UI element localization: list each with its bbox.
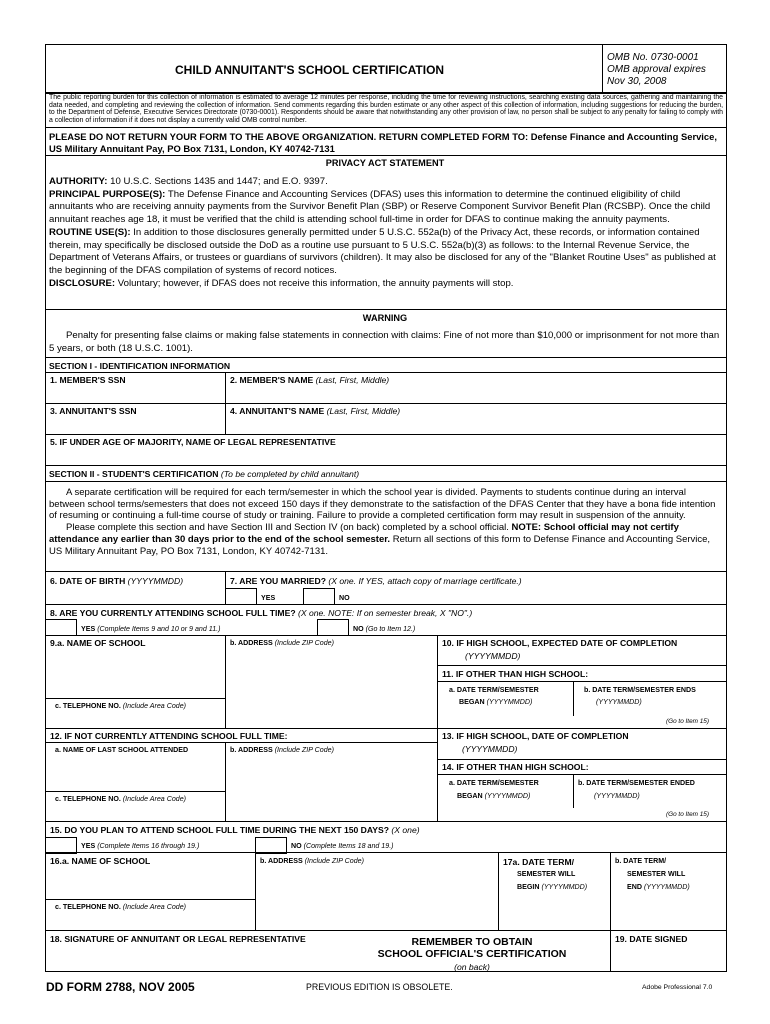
married-yes-checkbox[interactable] [225,588,257,605]
term-will-begin-field[interactable] [499,895,609,929]
annuitant-ssn-label: 3. ANNUITANT'S SSN [50,406,137,416]
future-school-phone-label: c. TELEPHONE NO. (Include Area Code) [55,903,187,911]
privacy-body: AUTHORITY: 10 U.S.C. Sections 1435 and 1447; and E.O. 9397. PRINCIPAL PURPOSE(S): The Defense Finance and Accounting Services (DFAS) uses this information to determine the continued eligibility of child annuitants who are receiving annuity payments from the Survivor Benefit Plan (SBP) or Reserve Component Survivor Benefit Plan (RCSBP). Once the child annuitant reaches age 18, it must be verified that the child is attending school full-time in order for DFAS to continue making the annuity payments. ROUTINE USE(S): In addition to those disclosures generally permitted under 5 U.S.C. 552a(b) of the Privacy Act, these records, or information contained therein, may specifically be disclosed outside the DoD as a routine use pursuant to 5 U.S.C. 552a(b)(3) as follows: to the Internal Revenue Service, the Department of Veterans Affairs, or trustees or guardians of survivors (children). It may also be disclosed for any of the "Blanket Routine Uses" as published at the beginning of the DFAS compilation of systems of record notices. DISCLOSURE: Voluntary; however, if DFAS does not receive this information, the annuity payments will stop. [49,176,716,289]
married-no-label: NO [339,594,350,602]
term-ends-field[interactable] [574,707,726,716]
hs-completion-format: (YYYYMMDD) [465,651,521,661]
member-ssn-field[interactable] [46,386,224,402]
dob-field[interactable] [46,588,224,604]
hs-completion-label: 10. IF HIGH SCHOOL, EXPECTED DATE OF COMPLETION [442,638,678,648]
annuitant-name-field[interactable] [226,417,726,433]
married-label: 7. ARE YOU MARRIED? (X one. If YES, attach copy of marriage certificate.) [230,576,522,586]
signature-label: 18. SIGNATURE OF ANNUITANT OR LEGAL REPRESENTATIVE [50,934,306,944]
privacy-heading: PRIVACY ACT STATEMENT [325,158,445,168]
term-ends-label: b. DATE TERM/SEMESTER ENDS [584,686,696,694]
section2-instructions: A separate certification will be required for each term/semester in which the school year is divided. Payments to students continue during an interval between school terms/semesters that does not exceed 150 days if they demonstrate to the satisfaction of the DFAS Center that they have a bona fide intention of resuming or continuing a full-time course of study or training. Failure to provide a completed certification form may result in suspension of the annuity. Please complete this section and have Section III and Section IV (on back) completed by a school official. NOTE: School official may not certify attendance any earlier than 30 days prior to the end of the school semester. Return all sections of this form to Defense Finance and Accounting Service, US Military Annuitant Pay, PO Box 7131, London, KY 40742-7131. [49,487,716,557]
last-school-field[interactable] [46,756,224,790]
past-term-began-field[interactable] [438,801,572,808]
attending-no-label: NO (Go to Item 12.) [353,625,416,633]
annuitant-ssn-field[interactable] [46,417,224,433]
future-school-address-field[interactable] [256,867,497,929]
software-note: Adobe Professional 7.0 [642,984,713,991]
past-term-began-label: a. DATE TERM/SEMESTER [449,779,539,787]
section2-heading: SECTION II - STUDENT'S CERTIFICATION (To be completed by child annuitant) [49,469,360,479]
last-school-phone-label: c. TELEPHONE NO. (Include Area Code) [55,795,187,803]
member-name-field[interactable] [226,386,726,402]
term-ends-format: (YYYYMMDD) [596,698,642,706]
last-school-phone-field[interactable] [46,805,224,820]
past-term-ended-format: (YYYYMMDD) [594,792,640,800]
member-ssn-label: 1. MEMBER'S SSN [50,375,126,385]
married-no-checkbox[interactable] [303,588,335,605]
warning-heading: WARNING [362,313,408,323]
future-school-address-label: b. ADDRESS (Include ZIP Code) [260,857,364,865]
last-school-address-field[interactable] [226,756,436,820]
attending-yes-checkbox[interactable] [45,619,77,636]
term-will-begin-line2: SEMESTER WILL [517,870,576,878]
future-school-field[interactable] [46,867,254,899]
hs-completed-label: 13. IF HIGH SCHOOL, DATE OF COMPLETION [442,731,629,741]
go-item15-b: (Go to Item 15) [666,811,709,818]
date-signed-field[interactable] [611,945,726,971]
attending-no-checkbox[interactable] [317,619,349,636]
school-name-label: 9.a. NAME OF SCHOOL [50,638,146,648]
return-notice: PLEASE DO NOT RETURN YOUR FORM TO THE ABOVE ORGANIZATION. RETURN COMPLETED FORM TO: Defense Finance and Accounting Service, US Military Annuitant Pay, PO Box 7131, London, KY 40742-7131 [49,131,717,154]
remember-line2: SCHOOL OFFICIAL'S CERTIFICATION [377,948,567,960]
school-address-field[interactable] [226,649,436,727]
not-attending-label: 12. IF NOT CURRENTLY ATTENDING SCHOOL FULL TIME: [50,731,288,741]
burden-statement: The public reporting burden for this collection of information is estimated to average 12 minutes per response, including the time for reviewing instructions, searching existing data sources, gathering and maintaining the data needed, and completing and reviewing the collection of information. Send comments regarding this burden estimate or any other aspect of this collection of information, including suggestions for reducing the burden, to the Department of Defense, Executive Services Directorate (0730-0001). Respondents should be aware that notwithstanding any other provision of law, no person shall be subject to any penalty for failing to comply with a collection of information if it does not display a currently valid OMB control number. [49,94,723,124]
other-school-label: 11. IF OTHER THAN HIGH SCHOOL: [442,669,589,679]
legal-rep-label: 5. IF UNDER AGE OF MAJORITY, NAME OF LEGAL REPRESENTATIVE [50,437,336,447]
form-title: CHILD ANNUITANT'S SCHOOL CERTIFICATION [175,63,445,77]
school-address-label: b. ADDRESS (Include ZIP Code) [230,639,334,647]
term-will-begin-label: 17a. DATE TERM/ [503,857,574,867]
term-began-format: BEGAN (YYYYMMDD) [459,698,533,706]
annuitant-name-label: 4. ANNUITANT'S NAME (Last, First, Middle) [230,406,401,416]
form-id: DD FORM 2788, NOV 2005 [46,980,195,994]
plan-no-label: NO (Complete Items 18 and 19.) [291,842,394,850]
obsolete-notice: PREVIOUS EDITION IS OBSOLETE. [306,982,453,992]
term-will-end-label: b. DATE TERM/ [615,857,667,865]
member-name-label: 2. MEMBER'S NAME (Last, First, Middle) [230,375,390,385]
attending-yes-label: YES (Complete Items 9 and 10 or 9 and 11.) [81,625,221,633]
term-will-end-field[interactable] [611,895,726,929]
go-item15-a: (Go to Item 15) [666,718,709,725]
term-will-end-line3: END (YYYYMMDD) [627,883,690,891]
future-school-phone-field[interactable] [46,913,254,929]
attending-label: 8. ARE YOU CURRENTLY ATTENDING SCHOOL FULL TIME? (X one. NOTE: If on semester break, X "NO".) [50,608,473,618]
past-term-began-format: BEGAN (YYYYMMDD) [457,792,531,800]
omb-number: OMB No. 0730-0001 [607,52,699,63]
term-will-end-line2: SEMESTER WILL [627,870,686,878]
past-term-ended-field[interactable] [574,801,726,808]
term-will-begin-line3: BEGIN (YYYYMMDD) [517,883,588,891]
hs-completed-field[interactable] [540,742,726,758]
section1-heading: SECTION I - IDENTIFICATION INFORMATION [49,361,231,371]
school-name-field[interactable] [46,649,224,697]
last-school-address-label: b. ADDRESS (Include ZIP Code) [230,746,334,754]
plan-yes-label: YES (Complete Items 16 through 19.) [81,842,200,850]
warning-text: Penalty for presenting false claims or making false statements in connection with claims: Fine of not more than $10,000 or imprisonment for not more than 5 years, or both (18 U.S.C. 1001). [49,330,720,354]
hs-completion-field[interactable] [540,648,726,664]
hs-completed-format: (YYYYMMDD) [462,744,518,754]
remember-line1: REMEMBER TO OBTAIN [411,936,533,948]
omb-date: Nov 30, 2008 [607,76,667,87]
omb-expires: OMB approval expires [607,64,706,75]
past-term-ended-label: b. DATE TERM/SEMESTER ENDED [578,779,695,787]
plan-attend-label: 15. DO YOU PLAN TO ATTEND SCHOOL FULL TIME DURING THE NEXT 150 DAYS? (X one) [50,825,420,835]
term-began-label: a. DATE TERM/SEMESTER [449,686,539,694]
other-school-past-label: 14. IF OTHER THAN HIGH SCHOOL: [442,762,589,772]
last-school-label: a. NAME OF LAST SCHOOL ATTENDED [55,746,189,754]
term-began-field[interactable] [438,707,572,716]
married-yes-label: YES [261,594,276,602]
school-phone-field[interactable] [46,712,224,727]
future-school-label: 16.a. NAME OF SCHOOL [50,856,151,866]
school-phone-label: c. TELEPHONE NO. (Include Area Code) [55,702,187,710]
date-signed-label: 19. DATE SIGNED [615,934,688,944]
dob-label: 6. DATE OF BIRTH (YYYYMMDD) [50,576,184,586]
signature-field[interactable] [46,945,386,971]
remember-line3: (on back) [454,962,490,972]
legal-rep-field[interactable] [46,448,726,464]
